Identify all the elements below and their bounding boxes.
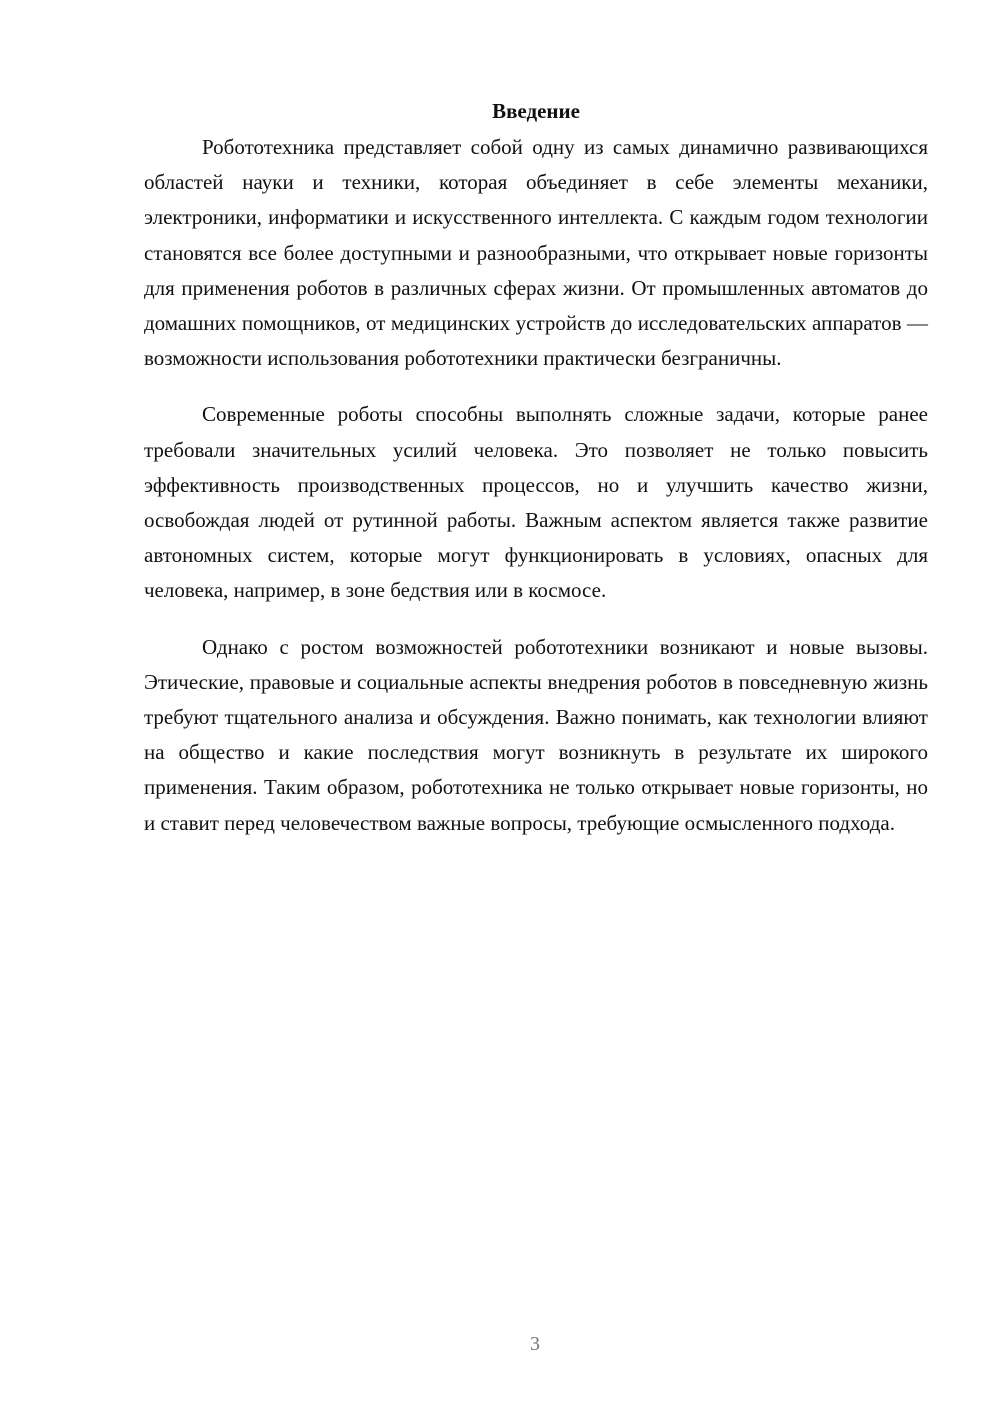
page-number: 3 bbox=[530, 1333, 540, 1355]
paragraph-2: Современные роботы способны выполнять сложные задачи, которые ранее требовали значительных усилий человека. Это позволяет не только повысить эффективность производственных процессов, но и улучшить качество жизни, освобождая людей от рутинной работы. Важным аспектом является также развитие автономных систем, которые могут функционировать в условиях, опасных для человека, например, в зоне бедствия или в космосе. bbox=[144, 402, 928, 603]
section-title: Введение bbox=[492, 99, 580, 123]
paragraph-1: Робототехника представляет собой одну из самых динамично развивающихся областей науки и техники, которая объединяет в себе элементы механики, электроники, информатики и искусственного интеллекта. С каждым годом технологии становятся все более доступными и разнообразными, что открывает новые горизонты для применения роботов в различных сферах жизни. От промышленных автоматов до домашних помощников, от медицинских устройств до исследовательских аппаратов — возможности использования робототехники практически безграничны. bbox=[144, 135, 928, 371]
page-content bbox=[144, 96, 928, 862]
paragraph-3: Однако с ростом возможностей робототехники возникают и новые вызовы. Этические, правовые и социальные аспекты внедрения роботов в повседневную жизнь требуют тщательного анализа и обсуждения. Важно понимать, как технологии влияют на общество и какие последствия могут возникнуть в результате их широкого применения. Таким образом, робототехника не только открывает новые горизонты, но и ставит перед человечеством важные вопросы, требующие осмысленного подхода. bbox=[144, 634, 928, 835]
